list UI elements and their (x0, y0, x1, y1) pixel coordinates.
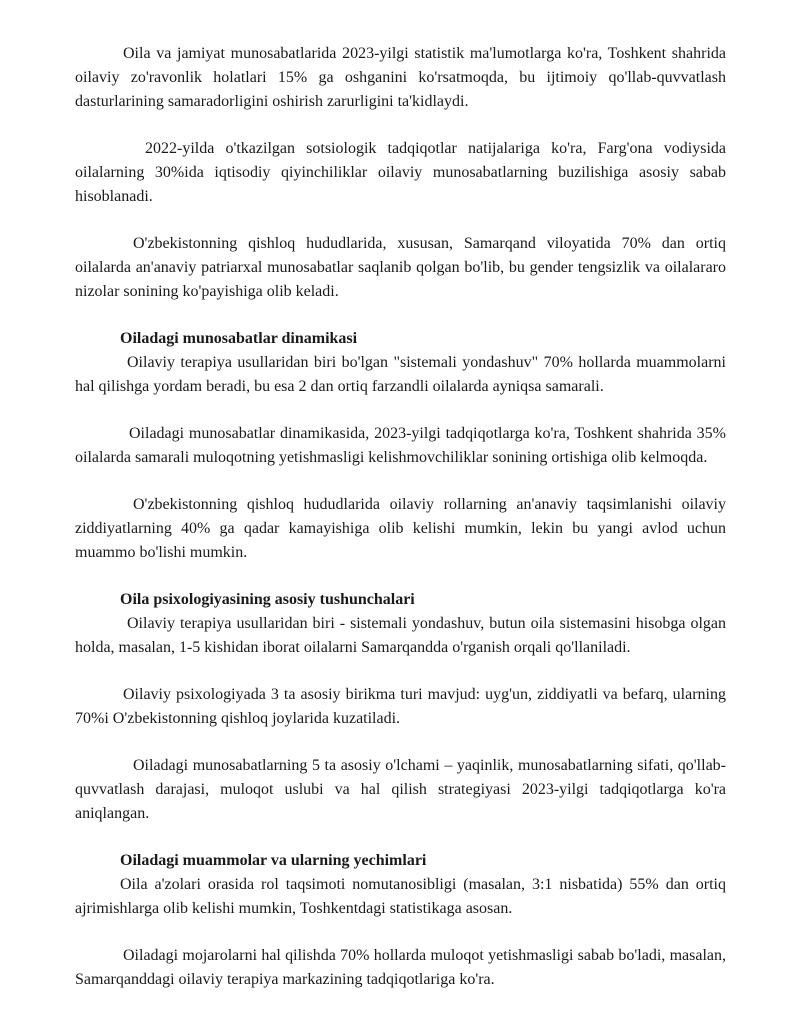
paragraph-domestic-violence: Oila va jamiyat munosabatlarida 2023-yilgi statistik ma'lumotlarga ko'ra, Toshkent shahrida oilaviy zo'ravonlik holatlari 15% ga oshganini ko'rsatmoqda, bu ijtimoiy qo'llab-quvvatlash dasturlarining samaradorligini oshirish zarurligini ta'kidlaydi. (75, 45, 726, 110)
paragraph-role-imbalance: Oila a'zolari orasida rol taqsimoti nomutanosibligi (masalan, 3:1 nisbatida) 55% dan ortiq ajrimishlarga olib kelishi mumkin, Toshkentdagi statistikaga asosan. (75, 876, 726, 917)
section-heading-dynamics: Oiladagi munosabatlar dinamikasi (120, 330, 358, 347)
paragraph-communication-lack: Oiladagi munosabatlar dinamikasida, 2023-yilgi tadqiqotlarga ko'ra, Toshkent shahrida 35% oilalarda samarali muloqotning yetishmasligi kelishmovchiliklar sonining ortishiga olib kelmoqda. (75, 425, 726, 466)
paragraph-systemic-therapy: Oilaviy terapiya usullaridan biri - sistemali yondashuv, butun oila sistemasini hisobga olgan holda, masalan, 1-5 kishidan iborat oilalarni Samarqandda o'rganish orqali qo'llaniladi. (75, 615, 726, 656)
section-heading-problems: Oiladagi muammolar va ularning yechimlari (120, 852, 427, 869)
section-heading-psychology: Oila psixologiyasining asosiy tushunchalari (120, 591, 415, 608)
paragraph-family-roles: O'zbekistonning qishloq hududlarida oilaviy rollarning an'anaviy taqsimlanishi oilaviy ziddiyatlarning 40% ga qadar kamayishiga olib kelishi mumkin, lekin bu yangi avlod uchun muammo bo'lishi mumkin. (75, 496, 726, 561)
paragraph-conflict-resolution: Oiladagi mojarolarni hal qilishda 70% hollarda muloqot yetishmasligi sabab bo'ladi, masalan, Samarqanddagi oilaviy terapiya markazining tadqiqotlariga ko'ra. (75, 947, 726, 988)
paragraph-economic-difficulties: 2022-yilda o'tkazilgan sotsiologik tadqiqotlar natijalariga ko'ra, Farg'ona vodiysida oilalarning 30%ida iqtisodiy qiyinchiliklar oilaviy munosabatlarning buzilishiga asosiy sabab hisoblanadi. (75, 140, 726, 205)
paragraph-five-dimensions: Oiladagi munosabatlarning 5 ta asosiy o'lchami – yaqinlik, munosabatlarning sifati, qo'llab-quvvatlash darajasi, muloqot uslubi va hal qilish strategiyasi 2023-yilgi tadqiqotlarga ko'ra aniqlangan. (75, 757, 726, 822)
paragraph-patriarchal-relations: O'zbekistonning qishloq hududlarida, xususan, Samarqand viloyatida 70% dan ortiq oilalarda an'anaviy patriarxal munosabatlar saqlanib qolgan bo'lib, bu gender tengsizlik va oilalararo nizolar sonining ko'payishiga olib keladi. (75, 235, 726, 300)
paragraph-systemic-approach: Oilaviy terapiya usullaridan biri bo'lgan "sistemali yondashuv" 70% hollarda muammolarni hal qilishga yordam beradi, bu esa 2 dan ortiq farzandli oilalarda ayniqsa samarali. (75, 354, 726, 395)
paragraph-attachment-types: Oilaviy psixologiyada 3 ta asosiy birikma turi mavjud: uyg'un, ziddiyatli va befarq, ularning 70%i O'zbekistonning qishloq joylarida kuzatiladi. (75, 686, 726, 727)
document-page (75, 42, 726, 992)
